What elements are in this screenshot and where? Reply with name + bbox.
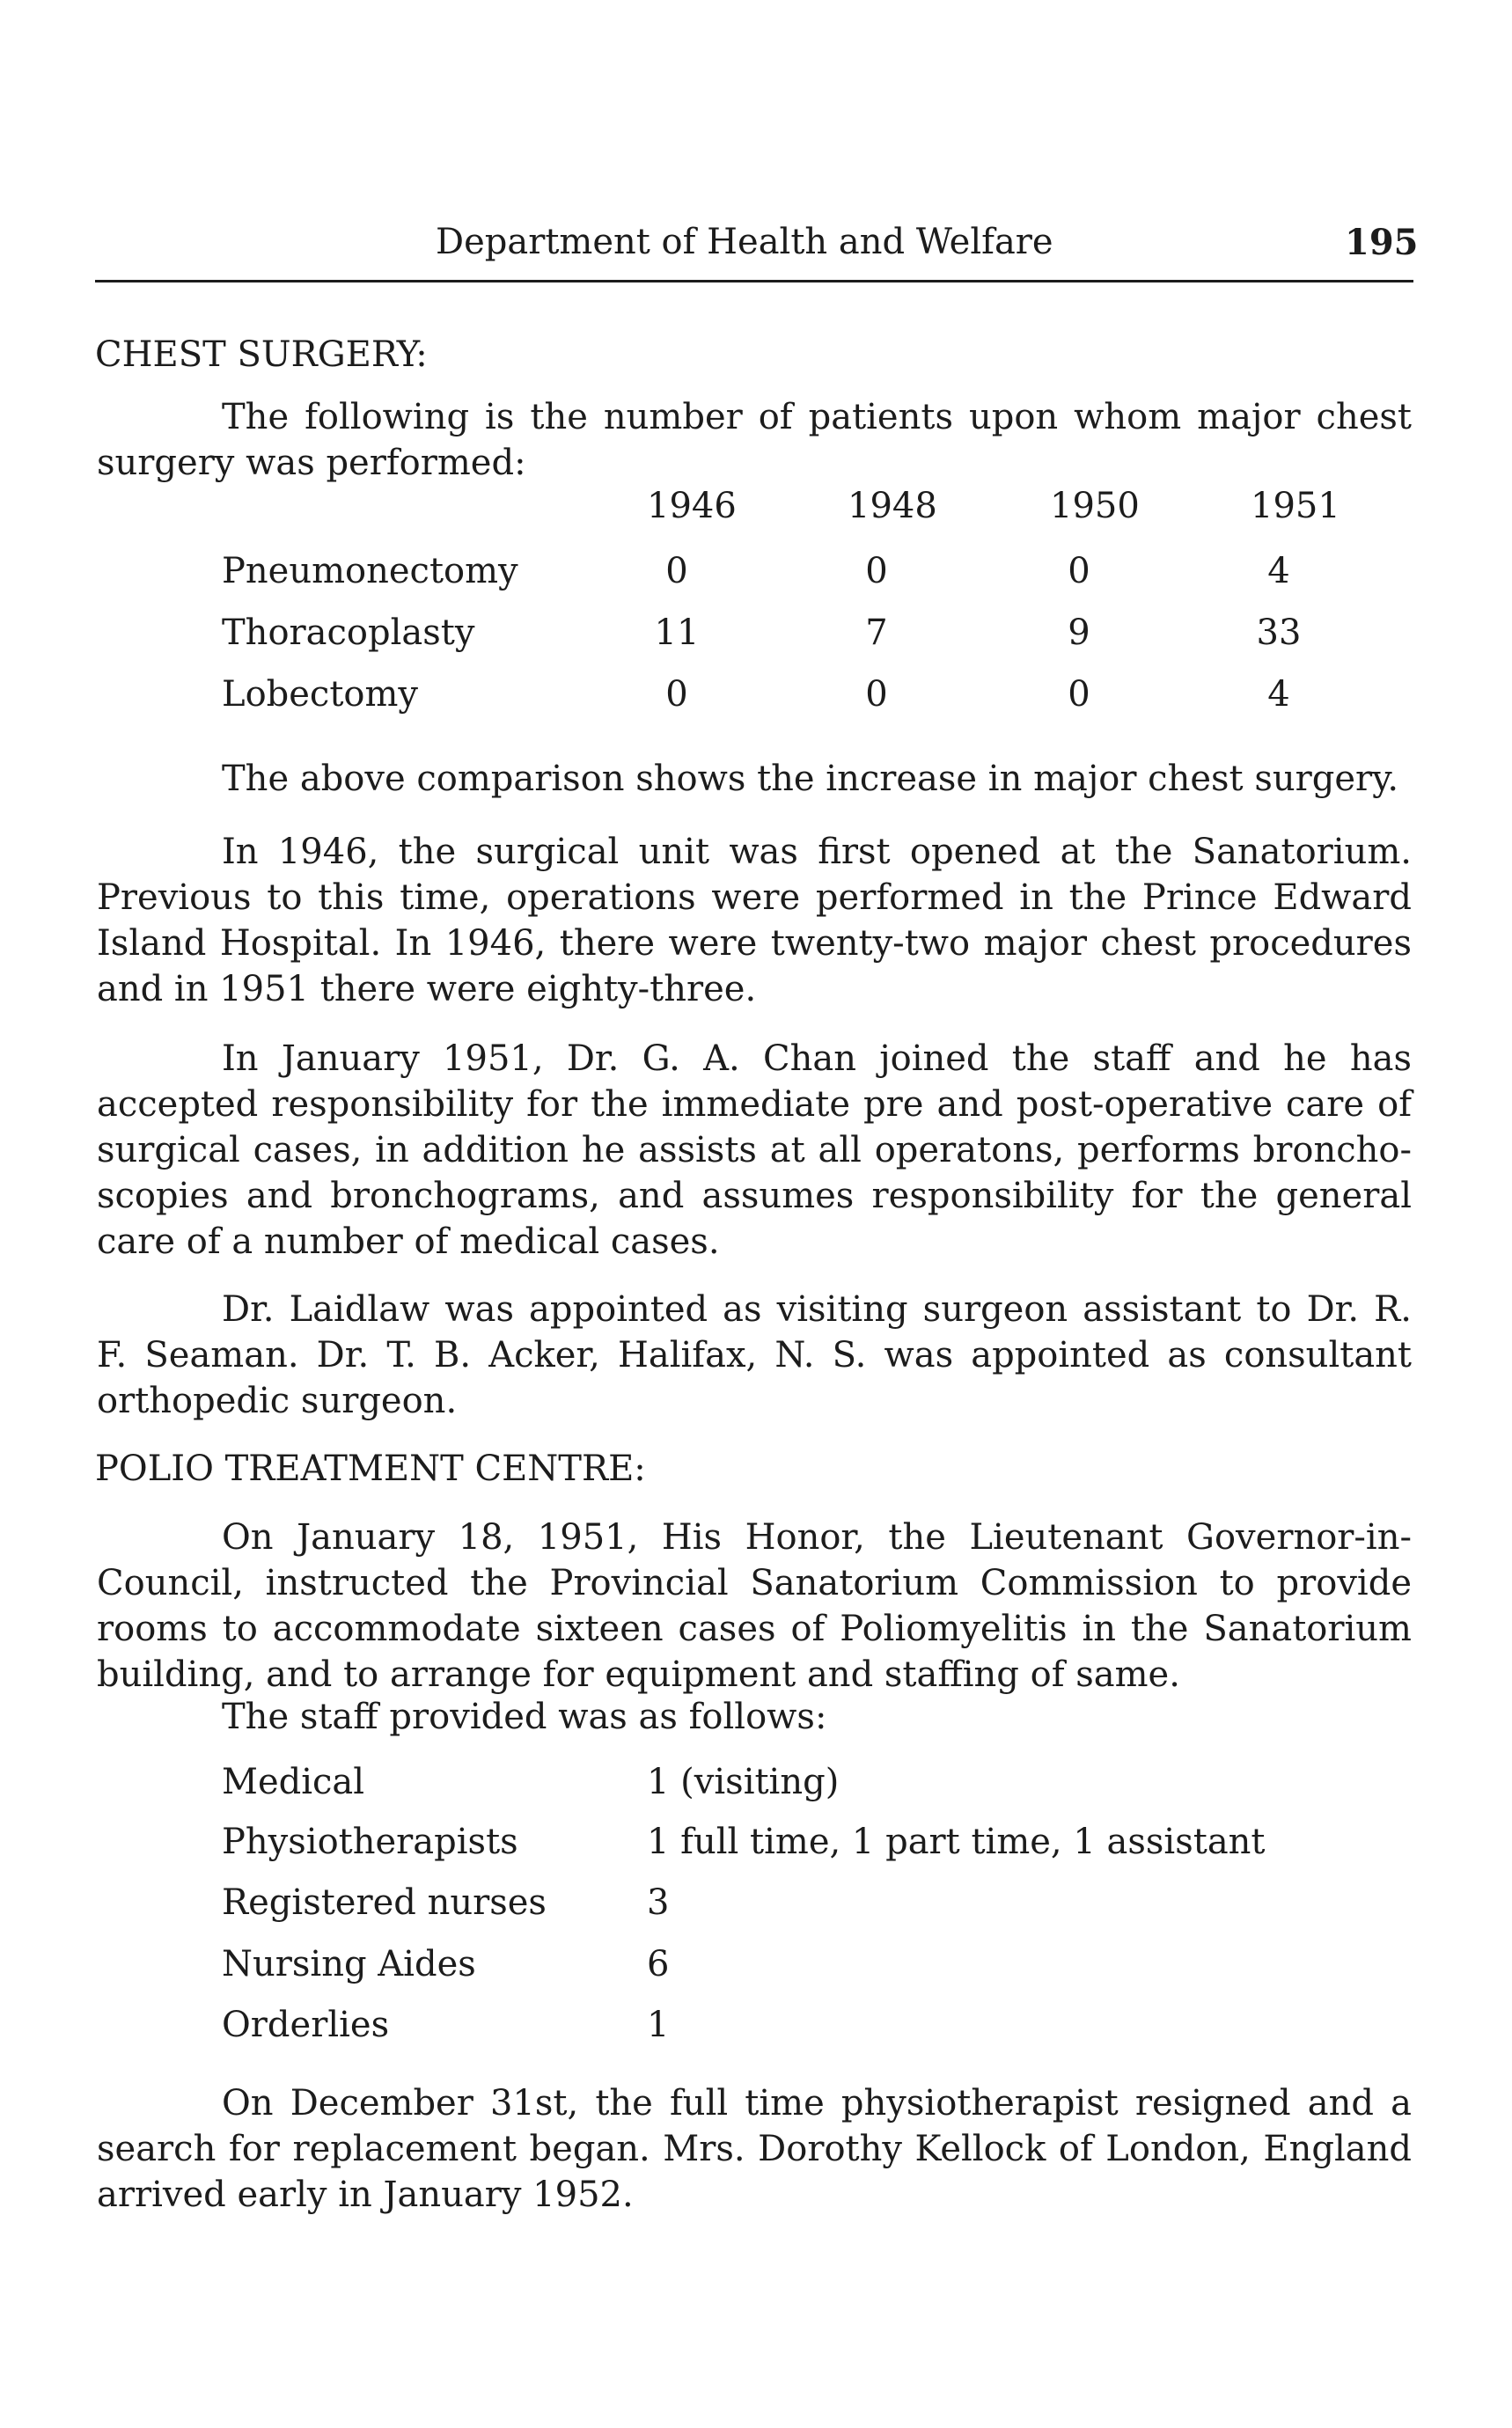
table-cell: 4: [1267, 674, 1290, 715]
staff-count: 6: [647, 1944, 670, 1984]
page-number: 195: [1345, 222, 1419, 263]
staff-count: 1 full time, 1 part time, 1 assistant: [647, 1822, 1266, 1862]
year-header: 1951: [1251, 486, 1340, 526]
chest-surgery-intro: The following is the number of patients upon whom major chest surgery was performed:: [97, 397, 1412, 483]
table-cell: 9: [1068, 613, 1090, 653]
paragraph-physio-resigned: On December 31st, the full time physiotherapist resigned and a search for replacement began. Mrs. Dorothy Kellock of London, England arrived early in January 1952.: [97, 2083, 1412, 2215]
polio-heading: POLIO TREATMENT CENTRE:: [95, 1449, 646, 1489]
staff-role: Registered nurses: [222, 1882, 547, 1923]
paragraph-polio-order: On January 18, 1951, His Honor, the Lieutenant Governor-in-Council, instructed the Provincial Sanatorium Commission to provide rooms to accommodate sixteen cases of Poliomyelitis in the Sanatorium building, and to arrange for equipment and staffing of same.: [97, 1517, 1412, 1695]
row-label-pneumonectomy: Pneumonectomy: [222, 551, 518, 591]
row-label-thoracoplasty: Thoracoplasty: [222, 613, 475, 653]
year-header: 1950: [1050, 486, 1140, 526]
staff-count: 1 (visiting): [647, 1762, 840, 1802]
table-cell: 4: [1267, 551, 1290, 591]
year-header: 1946: [647, 486, 737, 526]
staff-role: Medical: [222, 1762, 365, 1802]
header-rule: [95, 280, 1413, 282]
table-cell: 11: [654, 613, 700, 653]
staff-role: Physiotherapists: [222, 1822, 518, 1862]
staff-intro: The staff provided was as follows:: [222, 1697, 827, 1737]
table-cell: 7: [865, 613, 888, 653]
staff-role: Orderlies: [222, 2005, 390, 2045]
paragraph-dr-chan: In January 1951, Dr. G. A. Chan joined the staff and he has accepted responsibility for the immediate pre and post-operative care of surgical cases, in addition he assists at all operatons, performs broncho-scopies and bronchograms, and assumes responsibility for the general care of a number of medical cases.: [97, 1038, 1412, 1262]
paragraph-surgical-unit: In 1946, the surgical unit was first opened at the Sanatorium. Previous to this time, operations were performed in the Prince Edward Island Hospital. In 1946, there were twenty-two major chest procedures and in 1951 there were eighty-three.: [97, 832, 1412, 1009]
running-header: Department of Health and Welfare: [436, 222, 1053, 262]
comparison-sentence: The above comparison shows the increase in major chest surgery.: [222, 759, 1399, 799]
staff-count: 3: [647, 1882, 670, 1923]
table-cell: 0: [1068, 551, 1090, 591]
staff-count: 1: [647, 2005, 670, 2045]
table-cell: 33: [1256, 613, 1302, 653]
table-cell: 0: [865, 551, 888, 591]
staff-role: Nursing Aides: [222, 1944, 476, 1984]
row-label-lobectomy: Lobectomy: [222, 674, 419, 715]
table-cell: 0: [1068, 674, 1090, 715]
table-cell: 0: [665, 674, 688, 715]
paragraph-dr-laidlaw: Dr. Laidlaw was appointed as visiting surgeon assistant to Dr. R. F. Seaman. Dr. T. B. Acker, Halifax, N. S. was appointed as consultant orthopedic surgeon.: [97, 1289, 1412, 1421]
table-cell: 0: [665, 551, 688, 591]
table-cell: 0: [865, 674, 888, 715]
chest-surgery-heading: CHEST SURGERY:: [95, 334, 428, 375]
year-header: 1948: [848, 486, 937, 526]
